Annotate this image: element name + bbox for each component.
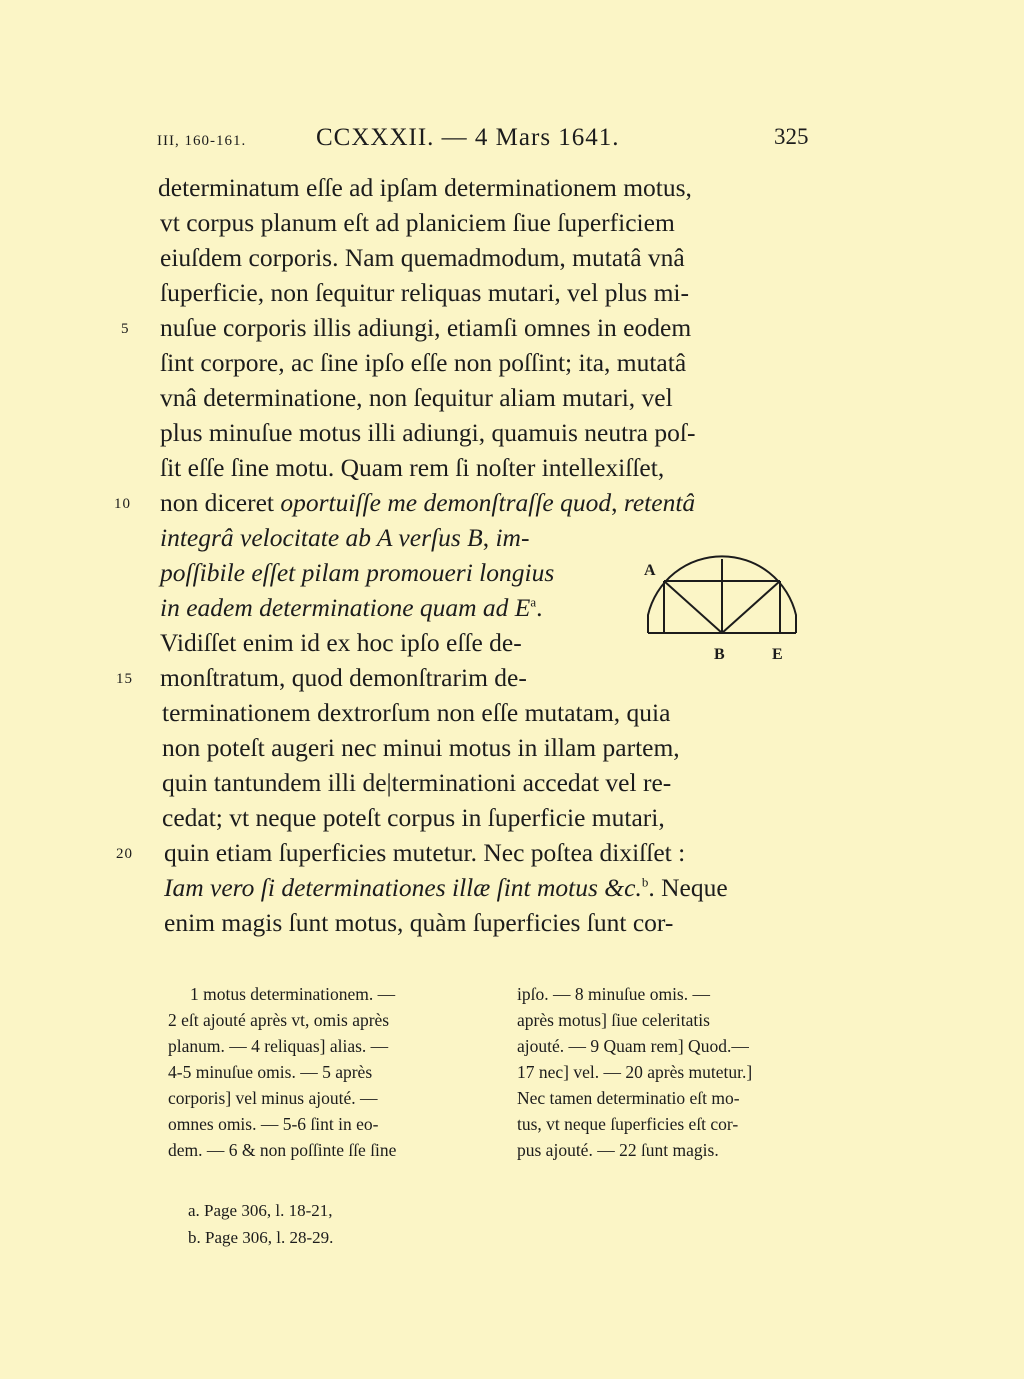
- text-line-12: [160, 558, 554, 588]
- variant-note-line: 1 motus determinationem. —: [190, 984, 396, 1004]
- text-line-2: vt corpus planum eſt ad planiciem ſiue ſuperficiem: [160, 208, 675, 237]
- text-run: ,: [482, 523, 496, 552]
- text-line-10: [160, 488, 695, 518]
- variant-note-line: Nec tamen determinatio eſt mo-: [517, 1088, 740, 1108]
- text-run: . Neque: [648, 873, 728, 902]
- italic-quote: im-: [495, 523, 530, 552]
- variant-note-line: 4-5 minuſue omis. — 5 après: [168, 1062, 373, 1082]
- italic-quote: retentâ: [623, 488, 696, 517]
- text-line-8: plus minuſue motus illi adiungi, quamuis neutra poſ-: [160, 418, 696, 447]
- text-line-5: nuſue corporis illis adiungi, etiamſi omnes in eodem: [160, 313, 692, 342]
- variant-note-line: après motus] ſiue celeritatis: [517, 1010, 710, 1030]
- variant-note-line: ajouté. — 9 Quam rem] Quod.—: [517, 1036, 749, 1056]
- line-number-5: 5: [121, 321, 130, 337]
- text-line-14: Vidiſſet enim id ex hoc ipſo eſſe de-: [160, 628, 522, 657]
- text-line-15: monſtratum, quod demonſtrarim de-: [160, 663, 527, 692]
- running-head-title: CCXXXII. — 4 Mars 1641.: [316, 124, 620, 151]
- italic-quote: oportuiſſe me demonſtraſſe quod: [280, 488, 612, 517]
- text-line-18: quin tantundem illi de|terminationi accedat vel re-: [162, 768, 672, 797]
- text-line-21: [164, 873, 728, 903]
- footnote-ref-b[interactable]: b: [641, 874, 649, 890]
- line-number-10: 10: [114, 496, 131, 512]
- text-run: non diceret: [160, 488, 281, 517]
- label-b: B: [714, 646, 725, 663]
- variant-note-line: corporis] vel minus ajouté. —: [168, 1088, 378, 1108]
- italic-quote: in eadem determinatione quam ad E: [160, 593, 531, 622]
- text-line-1: determinatum eſſe ad ipſam determinationem motus,: [158, 173, 692, 202]
- text-line-13: [160, 593, 543, 623]
- variant-note-line: planum. — 4 reliquas] alias. —: [168, 1036, 389, 1056]
- italic-quote: integrâ velocitate ab A verſus B: [160, 523, 483, 552]
- diagonal-left: [664, 581, 722, 633]
- label-e: E: [772, 646, 783, 663]
- variant-note-line: omnes omis. — 5-6 ſint in eo-: [168, 1114, 379, 1134]
- italic-quote: poſſibile eſſet pilam promoueri longius: [160, 558, 555, 587]
- text-line-11: [160, 523, 529, 553]
- variant-note-line: 2 eſt ajouté après vt, omis après: [168, 1010, 390, 1030]
- text-line-3: eiuſdem corporis. Nam quemadmodum, mutatâ vnâ: [160, 243, 685, 272]
- variant-note-line: ipſo. — 8 minuſue omis. —: [517, 984, 710, 1004]
- line-number-15: 15: [116, 671, 133, 687]
- label-a: A: [644, 562, 656, 579]
- variant-note-line: tus, vt neque ſuperficies eſt cor-: [517, 1114, 739, 1134]
- text-line-17: non poteſt augeri nec minui motus in illam partem,: [162, 733, 680, 762]
- text-line-16: terminationem dextrorſum non eſſe mutatam, quia: [162, 698, 671, 727]
- text-line-19: cedat; vt neque poteſt corpus in ſuperficie mutari,: [162, 803, 665, 832]
- footnote-a: a. Page 306, l. 18-21,: [188, 1201, 333, 1220]
- text-run: ,: [611, 488, 624, 517]
- variant-note-line: pus ajouté. — 22 ſunt magis.: [517, 1140, 719, 1160]
- footnote-ref-a[interactable]: a: [530, 594, 537, 610]
- text-line-4: ſuperficie, non ſequitur reliquas mutari, vel plus mi-: [160, 278, 689, 307]
- text-line-7: vnâ determinatione, non ſequitur aliam mutari, vel: [160, 383, 673, 412]
- page-number: 325: [774, 124, 809, 149]
- variant-note-line: 17 nec] vel. — 20 après mutetur.]: [517, 1062, 753, 1082]
- line-number-20: 20: [116, 846, 133, 862]
- text-line-20: quin etiam ſuperficies mutetur. Nec poſtea dixiſſet :: [164, 838, 686, 867]
- text-run: .: [536, 593, 543, 622]
- semicircle-diagram: [638, 553, 808, 665]
- diagonal-right: [722, 581, 780, 633]
- footnote-b: b. Page 306, l. 28-29.: [188, 1228, 334, 1247]
- text-line-22: enim magis ſunt motus, quàm ſuperficies ſunt cor-: [164, 908, 674, 937]
- running-head-reference: III, 160-161.: [157, 133, 247, 149]
- italic-quote: Iam vero ſi determinationes illæ ſint motus &c.: [164, 873, 642, 902]
- variant-note-line: dem. — 6 & non poſſinte ſſe ſine: [168, 1140, 397, 1160]
- text-line-9: ſit eſſe ſine motu. Quam rem ſi noſter intellexiſſet,: [160, 453, 665, 482]
- text-line-6: ſint corpore, ac ſine ipſo eſſe non poſſint; ita, mutatâ: [160, 348, 687, 377]
